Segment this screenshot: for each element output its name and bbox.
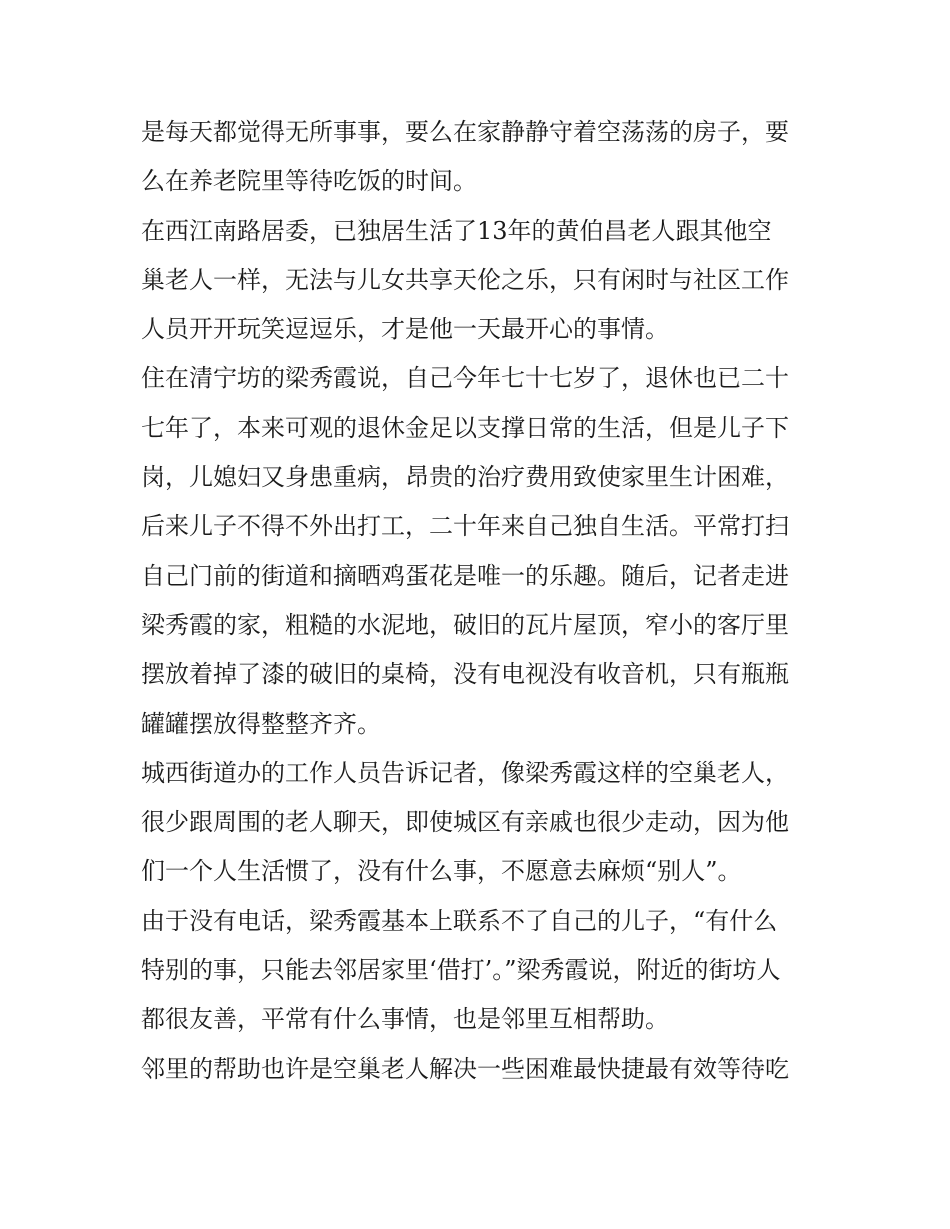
text-line: 摆放着掉了漆的破旧的桌椅，没有电视没有收音机，只有瓶瓶 <box>141 660 789 689</box>
text-line: 人员开开玩笑逗逗乐，才是他一天最开心的事情。 <box>141 315 669 344</box>
text-line: 梁秀霞的家，粗糙的水泥地，破旧的瓦片屋顶，窄小的客厅里 <box>141 610 789 639</box>
text-line: 特别的事，只能去邻居家里‘借打’。”梁秀霞说，附近的街坊人 <box>141 956 781 985</box>
text-line: 后来儿子不得不外出打工，二十年来自己独自生活。平常打扫 <box>141 512 789 541</box>
text-line: 自己门前的街道和摘晒鸡蛋花是唯一的乐趣。随后，记者走进 <box>141 561 789 590</box>
text-line: 们一个人生活惯了，没有什么事，不愿意去麻烦“别人”。 <box>141 857 742 886</box>
text-line: 都很友善，平常有什么事情，也是邻里互相帮助。 <box>141 1005 669 1034</box>
text-line: 七年了，本来可观的退休金足以支撑日常的生活，但是儿子下 <box>141 413 789 442</box>
text-line: 是每天都觉得无所事事，要么在家静静守着空荡荡的房子，要 <box>141 118 789 146</box>
text-line: 住在清宁坊的梁秀霞说，自己今年七十七岁了，退休也已二十 <box>141 364 789 393</box>
text-line: 巢老人一样，无法与儿女共享天伦之乐，只有闲时与社区工作 <box>141 265 789 294</box>
text-line: 很少跟周围的老人聊天，即使城区有亲戚也很少走动，因为他 <box>141 808 789 837</box>
text-line: 么在养老院里等待吃饭的时间。 <box>141 167 477 196</box>
text-line: 邻里的帮助也许是空巢老人解决一些困难最快捷最有效等待吃 <box>141 1054 789 1083</box>
text-line: 岗，儿媳妇又身患重病，昂贵的治疗费用致使家里生计困难， <box>141 463 789 492</box>
text-line: 城西街道办的工作人员告诉记者，像梁秀霞这样的空巢老人， <box>141 758 789 787</box>
text-line: 在西江南路居委，已独居生活了13年的黄伯昌老人跟其他空 <box>141 216 772 245</box>
article-body <box>141 108 813 1094</box>
text-line: 罐罐摆放得整整齐齐。 <box>141 709 381 738</box>
text-line: 由于没有电话，梁秀霞基本上联系不了自己的儿子，“有什么 <box>141 906 778 935</box>
